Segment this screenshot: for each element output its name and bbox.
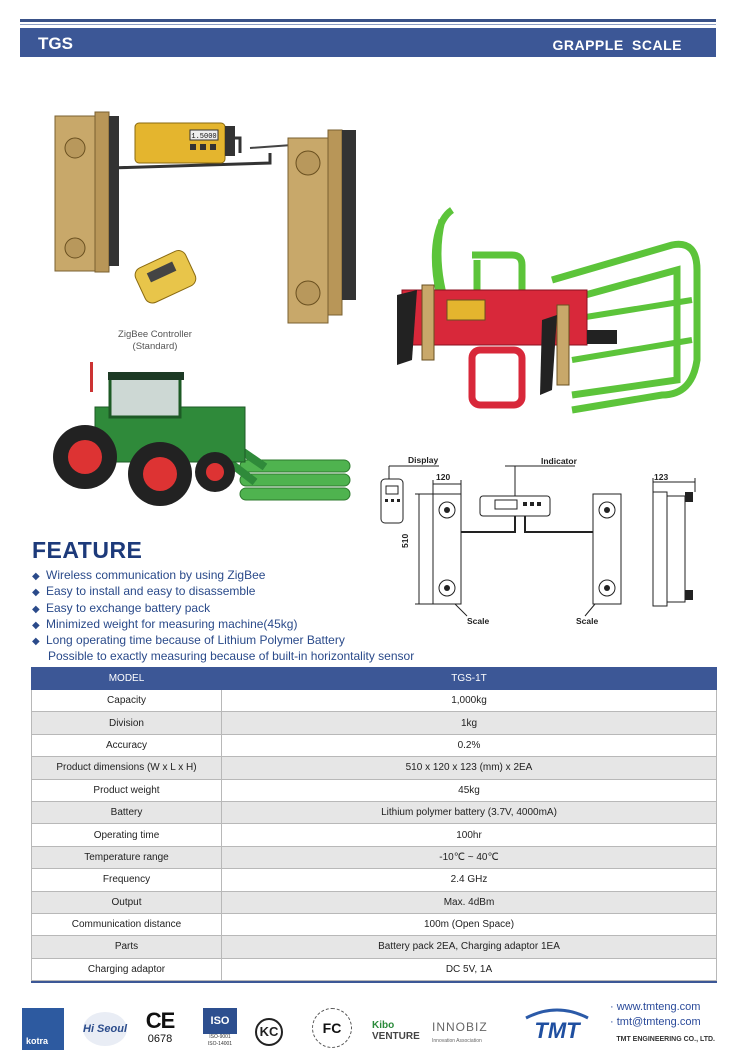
spec-value: -10℃ ~ 40℃	[222, 846, 717, 868]
spec-value: 100m (Open Space)	[222, 913, 717, 935]
feature-title: FEATURE	[32, 537, 143, 563]
diagram-depth-dim: 123	[654, 472, 669, 482]
feature-item: ◆ Minimized weight for measuring machine(45kg)	[32, 617, 472, 633]
model-title: TGS	[38, 34, 73, 53]
feature-item: ◆ Easy to install and easy to disassemble	[32, 584, 472, 600]
table-row	[32, 801, 717, 823]
diagram-scale-label-right: Scale	[576, 616, 599, 626]
footer-logos	[20, 1000, 720, 1058]
table-row	[32, 913, 717, 935]
spec-value: Battery pack 2EA, Charging adaptor 1EA	[222, 936, 717, 958]
table-row	[32, 757, 717, 779]
zigbee-caption: ZigBee Controller (Standard)	[118, 329, 192, 352]
spec-key: Battery	[32, 801, 222, 823]
table-row	[32, 824, 717, 846]
kibo-venture-logo: Kibo VENTURE	[372, 1020, 420, 1042]
feature-item: ◆ Easy to exchange battery pack	[32, 601, 472, 617]
zigbee-controller	[132, 248, 198, 306]
diamond-bullet-icon: ◆	[32, 587, 40, 599]
spec-header-row	[32, 668, 717, 690]
svg-text:TMT: TMT	[534, 1018, 580, 1043]
diamond-bullet-icon: ◆	[32, 571, 40, 582]
table-row	[32, 891, 717, 913]
diagram-side-view	[653, 492, 667, 606]
diamond-bullet-icon: ◆	[32, 603, 40, 615]
iso-logo: ISO ISO-9001 ISO-14001	[203, 1008, 237, 1050]
tractor-image	[50, 362, 355, 522]
contact-info	[610, 1000, 701, 1030]
top-rule-thin	[20, 24, 716, 25]
spec-key: Product dimensions (W x L x H)	[32, 757, 222, 779]
product-image-scale-set	[50, 108, 365, 328]
spec-value: DC 5V, 1A	[222, 958, 717, 980]
kc-mark-logo: KC	[255, 1018, 283, 1046]
diamond-bullet-icon: ◆	[32, 636, 40, 648]
innobiz-logo: INNOBIZ Innovation Association	[432, 1020, 488, 1044]
spec-key: Operating time	[32, 824, 222, 846]
table-row	[32, 734, 717, 756]
diagram-display-label: Display	[408, 455, 439, 465]
table-row	[32, 846, 717, 868]
spec-value: 1,000kg	[222, 690, 717, 712]
email-link[interactable]: · tmt@tmteng.com	[610, 1016, 701, 1028]
feature-item: ◆ Wireless communication by using ZigBee	[32, 568, 472, 584]
spec-value: 100hr	[222, 824, 717, 846]
grapple-image	[392, 200, 712, 420]
spec-key: Charging adaptor	[32, 958, 222, 980]
hiseoul-logo: Hi Seoul	[83, 1012, 127, 1046]
spec-value: 1kg	[222, 712, 717, 734]
spec-header-key: MODEL	[32, 668, 222, 690]
spec-value: 510 x 120 x 123 (mm) x 2EA	[222, 757, 717, 779]
spec-key: Accuracy	[32, 734, 222, 756]
diagram-scale-label-left: Scale	[467, 616, 490, 626]
table-row	[32, 869, 717, 891]
spec-key: Frequency	[32, 869, 222, 891]
spec-table	[31, 667, 717, 981]
spec-key: Division	[32, 712, 222, 734]
tmt-logo	[522, 1004, 592, 1048]
company-name: TMT ENGINEERING CO., LTD.	[616, 1036, 715, 1043]
product-title: GRAPPLE SCALE	[552, 37, 682, 53]
kotra-logo: kotra	[22, 1008, 64, 1050]
fcc-logo: FC	[312, 1008, 352, 1048]
indicator-display-value: 1.5000	[191, 133, 217, 141]
table-row	[32, 779, 717, 801]
ce-mark-logo: CE 0678	[145, 1008, 175, 1045]
feature-item: ◆ Long operating time because of Lithium Polymer Battery	[32, 633, 472, 649]
spec-header-value: TGS-1T	[222, 668, 717, 690]
spec-key: Communication distance	[32, 913, 222, 935]
top-rule	[20, 19, 716, 22]
website-link[interactable]: · www.tmteng.com	[610, 1001, 701, 1013]
spec-value: 2.4 GHz	[222, 869, 717, 891]
spec-value: 45kg	[222, 779, 717, 801]
spec-key: Product weight	[32, 779, 222, 801]
spec-value: 0.2%	[222, 734, 717, 756]
spec-key: Temperature range	[32, 846, 222, 868]
diamond-bullet-icon: ◆	[32, 619, 40, 631]
spec-key: Parts	[32, 936, 222, 958]
indicator-unit	[135, 123, 225, 163]
feature-item-continuation: Possible to exactly measuring because of built-in horizontality sensor	[48, 649, 415, 664]
spec-value: Lithium polymer battery (3.7V, 4000mA)	[222, 801, 717, 823]
header-banner	[20, 28, 716, 57]
table-row	[32, 958, 717, 980]
diagram-height-dim: 510	[400, 533, 410, 548]
diagram-indicator-label: Indicator	[541, 456, 577, 466]
table-bottom-rule	[31, 981, 717, 983]
table-row	[32, 936, 717, 958]
diagram-width-dim: 120	[436, 472, 451, 482]
spec-key: Capacity	[32, 690, 222, 712]
table-row	[32, 712, 717, 734]
feature-list	[32, 568, 472, 664]
spec-key: Output	[32, 891, 222, 913]
table-row	[32, 690, 717, 712]
spec-value: Max. 4dBm	[222, 891, 717, 913]
